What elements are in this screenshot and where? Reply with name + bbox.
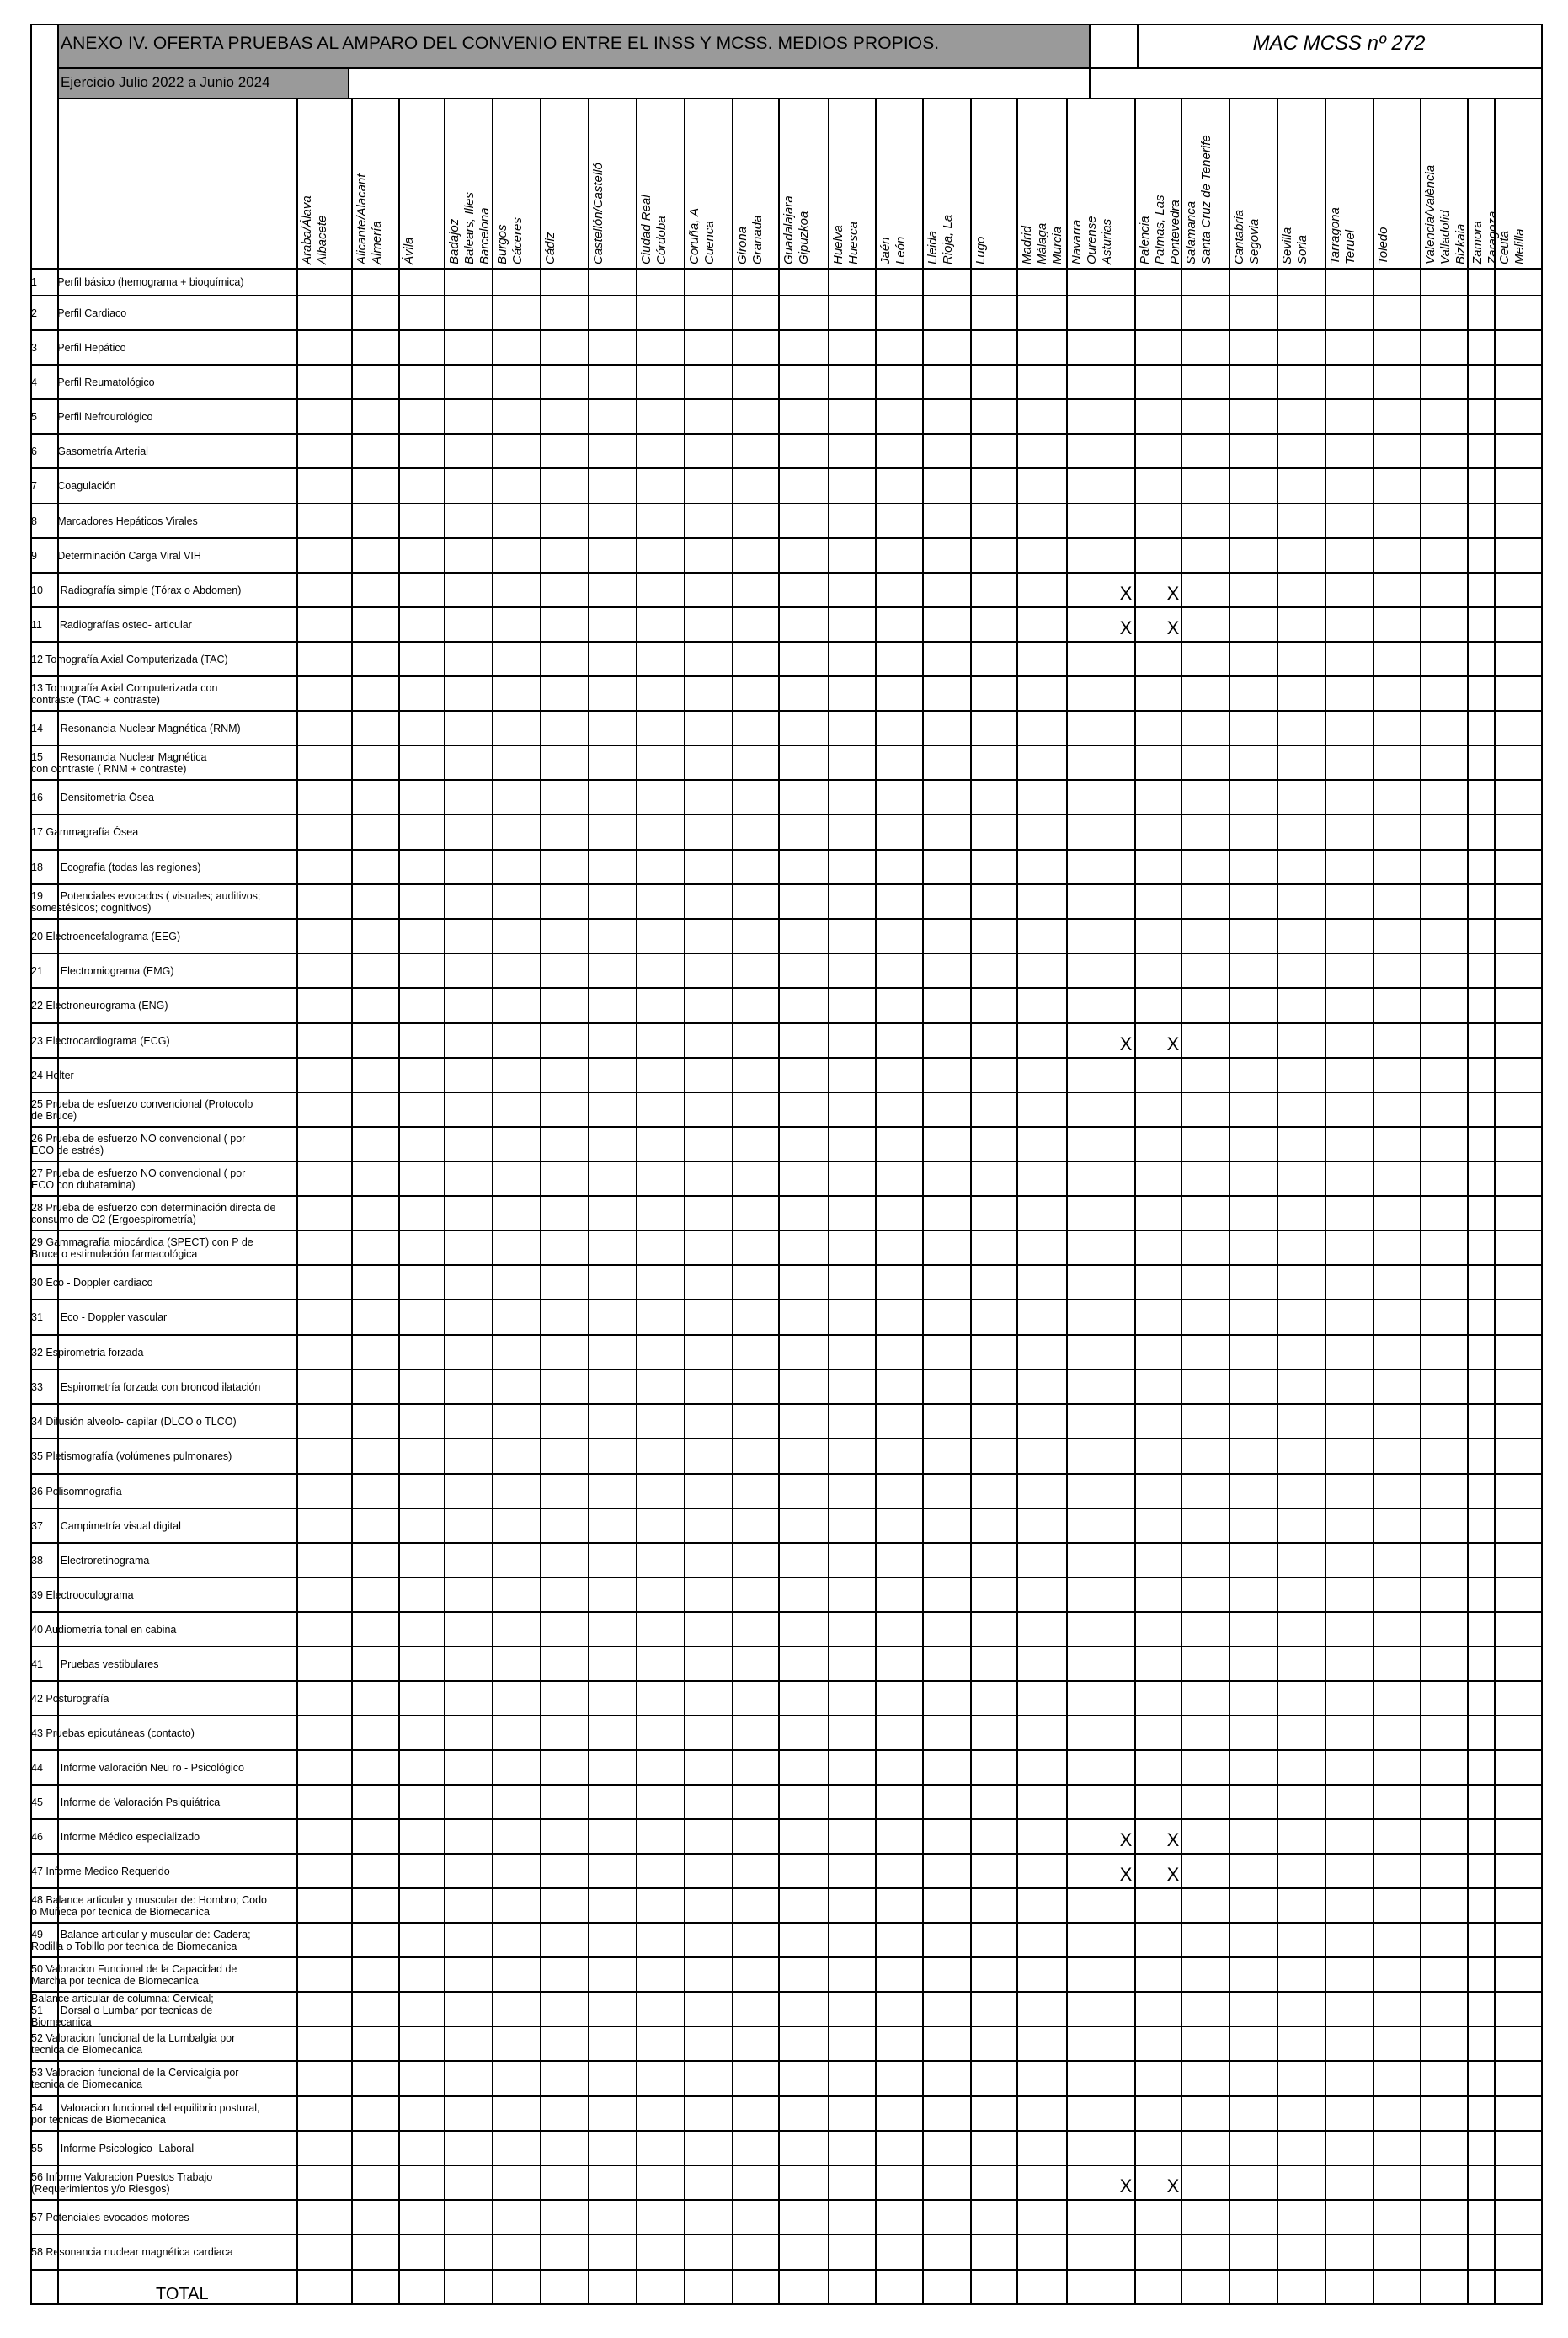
grid-line	[1420, 98, 1421, 2303]
test-row-label: 28 Prueba de esfuerzo con determinación directa de consumo de O2 (Ergoespirometría)	[31, 1201, 276, 1225]
province-header: Cuenca	[702, 221, 717, 264]
grid-line	[30, 1195, 1543, 1197]
grid-line	[732, 98, 733, 2303]
grid-line	[296, 98, 298, 2303]
grid-line	[30, 1473, 1543, 1475]
grid-line	[30, 814, 1543, 815]
offer-mark: X	[1119, 1033, 1133, 1054]
province-header: Granada	[750, 215, 765, 264]
test-row-label: 48 Balance articular y muscular de: Hombro; Codo o Muñeca por tecnica de Biomecanica	[31, 1893, 267, 1918]
grid-line	[492, 98, 493, 2303]
grid-line	[57, 67, 1541, 69]
grid-line	[875, 98, 877, 2303]
province-header: Cádiz	[543, 232, 557, 264]
document-title: ANEXO IV. OFERTA PRUEBAS AL AMPARO DEL CONVENIO ENTRE EL INSS Y MCSS. MEDIOS PROPIOS.	[61, 34, 940, 53]
grid-line	[30, 641, 1543, 643]
grid-line	[30, 2199, 1543, 2201]
grid-line	[30, 503, 1543, 504]
test-row-label: 4 Perfil Reumatológico	[31, 376, 155, 388]
grid-line	[30, 2234, 1543, 2235]
grid-line	[636, 98, 637, 2303]
grid-line	[30, 1230, 1543, 1231]
grid-line	[684, 98, 685, 2303]
test-row-label: 39 Electrooculograma	[31, 1588, 134, 1601]
test-row-label: 10 Radiografía simple (Tórax o Abdomen)	[31, 584, 242, 596]
test-row-label: 53 Valoracion funcional de la Cervicalgia por tecnica de Biomecanica	[31, 2067, 239, 2090]
grid-line	[30, 268, 1543, 270]
offer-mark: X	[1166, 1033, 1180, 1054]
test-row-label: 25 Prueba de esfuerzo convencional (Protocolo de Bruce)	[31, 1097, 253, 1122]
test-row-label: 32 Espirometría forzada	[31, 1346, 144, 1358]
grid-line	[30, 433, 1543, 435]
province-header: Ciudad Real	[639, 195, 653, 264]
province-header: Cáceres	[510, 217, 525, 264]
test-row-label: 8 Marcadores Hepáticos Virales	[31, 515, 198, 527]
grid-line	[30, 953, 1543, 954]
test-row-label: 45 Informe de Valoración Psiquiátrica	[31, 1796, 221, 1808]
test-row-label: 29 Gammagrafía miocárdica (SPECT) con P de Bruce o estimulación farmacológica	[31, 1236, 253, 1260]
province-header: Palencia	[1138, 216, 1152, 264]
test-row-label: 42 Posturografía	[31, 1692, 109, 1705]
grid-line	[30, 2095, 1543, 2097]
grid-line	[922, 98, 924, 2303]
province-header: Huesca	[846, 222, 861, 264]
grid-line	[30, 398, 1543, 400]
province-header: Valencia/València	[1423, 164, 1437, 264]
test-row-label: 18 Ecografía (todas las regiones)	[31, 861, 201, 873]
grid-line	[30, 918, 1543, 920]
offer-mark: X	[1119, 583, 1133, 604]
grid-line	[1229, 98, 1230, 2303]
grid-line	[30, 849, 1543, 851]
province-header: Córdoba	[654, 216, 669, 264]
grid-line	[1467, 98, 1469, 2303]
province-header: Almería	[370, 221, 384, 264]
grid-line	[30, 779, 1543, 781]
test-row-label: 36 Polisomnografía	[31, 1485, 122, 1497]
test-row-label: 41 Pruebas vestibulares	[31, 1657, 159, 1670]
grid-line	[30, 1646, 1543, 1647]
grid-line	[30, 1749, 1543, 1751]
grid-line	[30, 1542, 1543, 1544]
offer-mark: X	[1166, 617, 1180, 638]
province-header: Burgos	[495, 224, 509, 264]
test-row-label: 43 Pruebas epicutáneas (contacto)	[31, 1727, 195, 1739]
grid-line	[30, 2303, 1543, 2305]
test-row-label: 14 Resonancia Nuclear Magnética (RNM)	[31, 722, 241, 734]
grid-line	[30, 1334, 1543, 1336]
province-header: León	[893, 236, 908, 264]
grid-line	[1089, 24, 1091, 69]
test-row-label: Balance articular de columna: Cervical; 51 Dorsal o Lumbar por tecnicas de Biomecanica	[31, 1993, 214, 2028]
offer-mark: X	[1166, 1864, 1180, 1885]
grid-line	[30, 467, 1543, 469]
province-header: Huelva	[831, 225, 845, 264]
province-header: Teruel	[1343, 229, 1357, 264]
grid-line	[57, 24, 59, 2303]
province-header: Soria	[1295, 234, 1309, 264]
province-header: Salamanca	[1184, 200, 1198, 264]
province-header: Lleida	[925, 230, 940, 264]
province-header: Melilla	[1512, 228, 1527, 264]
test-row-label: 52 Valoracion funcional de la Lumbalgia por tecnica de Biomecanica	[31, 2031, 236, 2056]
grid-line	[1016, 98, 1018, 2303]
grid-line	[30, 745, 1543, 746]
province-header: Pontevedra	[1168, 200, 1182, 264]
test-row-label: 35 Pletismografía (volúmenes pulmonares)	[31, 1450, 232, 1462]
test-row-label: 20 Electroencefalograma (EEG)	[31, 930, 181, 942]
test-row-label: 6 Gasometría Arterial	[31, 445, 148, 457]
test-row-label: 16 Densitometría Ósea	[31, 791, 154, 803]
test-row-label: 13 Tomografía Axial Computerizada con contraste (TAC + contraste)	[31, 681, 218, 706]
province-header: Bizkaia	[1453, 223, 1468, 264]
test-row-label: 46 Informe Médico especializado	[31, 1830, 200, 1843]
grid-line	[1089, 69, 1091, 98]
grid-line	[30, 1161, 1543, 1162]
test-row-label: 2 Perfil Cardiaco	[31, 307, 127, 319]
grid-line	[30, 364, 1543, 366]
province-header: Valladolid	[1438, 210, 1453, 264]
total-label: TOTAL	[156, 2285, 209, 2303]
grid-line	[444, 98, 445, 2303]
test-row-label: 40 Audiometría tonal en cabina	[31, 1623, 177, 1636]
province-header: Jaén	[878, 237, 893, 264]
offer-mark: X	[1166, 2175, 1180, 2197]
grid-line	[778, 98, 780, 2303]
offer-mark: X	[1119, 1864, 1133, 1885]
grid-line	[351, 98, 353, 2303]
period-label: Ejercicio Julio 2022 a Junio 2024	[61, 74, 270, 90]
offer-mark: X	[1166, 1829, 1180, 1850]
grid-line	[30, 1299, 1543, 1300]
grid-line	[1373, 98, 1374, 2303]
province-header: Barcelona	[477, 207, 492, 264]
grid-line	[30, 883, 1543, 885]
grid-line	[30, 1403, 1543, 1405]
province-header: Guadalajara	[781, 195, 796, 264]
test-row-label: 26 Prueba de esfuerzo NO convencional ( por ECO de estrés)	[31, 1132, 246, 1156]
grid-line	[30, 1887, 1543, 1889]
test-row-label: 3 Perfil Hepático	[31, 341, 126, 354]
province-header: Santa Cruz de Tenerife	[1199, 135, 1213, 264]
grid-line	[348, 69, 349, 98]
grid-line	[1181, 98, 1182, 2303]
province-header: Murcia	[1050, 226, 1064, 264]
grid-line	[1137, 24, 1139, 69]
grid-line	[30, 1956, 1543, 1958]
test-row-label: 44 Informe valoración Neu ro - Psicológico	[31, 1761, 244, 1774]
grid-line	[30, 710, 1543, 712]
grid-line	[30, 1853, 1543, 1855]
test-row-label: 12 Tomografía Axial Computerizada (TAC)	[31, 653, 228, 665]
test-row-label: 24 Holter	[31, 1069, 74, 1081]
province-header: Alicante/Alacant	[355, 173, 369, 264]
province-header: Lugo	[973, 236, 988, 264]
province-header: Segovia	[1247, 218, 1261, 264]
grid-line	[30, 2269, 1543, 2271]
test-row-label: 47 Informe Medico Requerido	[31, 1865, 170, 1877]
grid-line	[57, 98, 1541, 99]
grid-line	[1277, 98, 1278, 2303]
test-row-label: 19 Potenciales evocados ( visuales; auditivos; somestésicos; cognitivos)	[31, 889, 261, 914]
grid-line	[30, 1577, 1543, 1578]
province-header: Navarra	[1069, 219, 1084, 264]
test-row-label: 30 Eco - Doppler cardiaco	[31, 1276, 153, 1289]
test-row-label: 23 Electrocardiograma (ECG)	[31, 1034, 170, 1047]
test-row-label: 33 Espirometría forzada con broncod ilatación	[31, 1380, 261, 1393]
grid-line	[30, 1057, 1543, 1059]
grid-line	[30, 1611, 1543, 1613]
test-row-label: 21 Electromiograma (EMG)	[31, 964, 174, 977]
province-header: Ávila	[402, 237, 416, 264]
test-row-label: 57 Potenciales evocados motores	[31, 2211, 189, 2223]
province-header: Coruña, A	[687, 208, 701, 264]
province-header: Ceuta	[1497, 230, 1512, 264]
province-header: Málaga	[1035, 222, 1049, 264]
grid-line	[30, 1680, 1543, 1682]
grid-line	[30, 572, 1543, 574]
grid-line	[1134, 98, 1136, 2303]
grid-line	[30, 1922, 1543, 1924]
province-header: Cantabria	[1232, 209, 1246, 264]
grid-line	[30, 1369, 1543, 1370]
grid-line	[1494, 98, 1496, 2303]
grid-line	[30, 2165, 1543, 2166]
grid-line	[828, 98, 829, 2303]
offer-mark: X	[1119, 617, 1133, 638]
grid-line	[1066, 98, 1068, 2303]
province-header: Girona	[735, 226, 749, 264]
grid-line	[970, 98, 972, 2303]
province-header: Asturias	[1100, 218, 1114, 264]
grid-line	[398, 98, 400, 2303]
grid-line	[1541, 98, 1543, 2303]
province-header: Zaragoza	[1485, 211, 1500, 264]
grid-line	[30, 1126, 1543, 1128]
test-row-label: 54 Valoracion funcional del equilibrio postural, por tecnicas de Biomecanica	[31, 2101, 260, 2126]
grid-line	[30, 329, 1543, 331]
province-header: Araba/Álava	[300, 195, 314, 264]
province-header: Gipuzkoa	[797, 211, 811, 264]
province-header: Rioja, La	[941, 214, 955, 264]
offer-mark: X	[1119, 2175, 1133, 2197]
test-row-label: 9 Determinación Carga Viral VIH	[31, 549, 201, 562]
grid-line	[30, 537, 1543, 539]
test-row-label: 11 Radiografías osteo- articular	[31, 618, 192, 631]
province-header: Albacete	[315, 215, 329, 264]
grid-line	[30, 2130, 1543, 2132]
test-row-label: 7 Coagulación	[31, 480, 116, 492]
grid-line	[30, 1818, 1543, 1820]
test-row-label: 5 Perfil Nefrourológico	[31, 410, 153, 423]
province-header: Sevilla	[1280, 227, 1294, 264]
grid-line	[30, 1092, 1543, 1093]
test-row-label: 27 Prueba de esfuerzo NO convencional ( por ECO con dubatamina)	[31, 1166, 246, 1191]
grid-line	[30, 987, 1543, 989]
grid-line	[30, 1715, 1543, 1716]
test-row-label: 50 Valoracion Funcional de la Capacidad de Marcha por tecnica de Biomecanica	[31, 1962, 237, 1987]
grid-line	[30, 1438, 1543, 1439]
grid-line	[588, 98, 589, 2303]
test-row-label: 22 Electroneurograma (ENG)	[31, 1000, 168, 1012]
offer-mark: X	[1166, 583, 1180, 604]
province-header: Badajoz	[447, 218, 461, 264]
province-header: Palmas, Las	[1153, 195, 1167, 264]
grid-line	[30, 1022, 1543, 1024]
grid-line	[30, 1508, 1543, 1509]
grid-line	[30, 24, 32, 2303]
test-row-label: 49 Balance articular y muscular de: Cadera; Rodilla o Tobillo por tecnica de Biomecanica	[31, 1928, 251, 1952]
province-header: Zamora	[1470, 221, 1485, 264]
province-header: Madrid	[1020, 226, 1034, 264]
test-row-label: 34 Difusión alveolo- capilar (DLCO o TLCO)	[31, 1415, 237, 1428]
province-header: Ourense	[1085, 216, 1099, 264]
province-header: Castellón/Castelló	[591, 163, 605, 264]
test-row-label: 58 Resonancia nuclear magnética cardiaca	[31, 2246, 233, 2258]
mac-reference: MAC MCSS nº 272	[1252, 32, 1426, 55]
grid-line	[1325, 98, 1326, 2303]
grid-line	[30, 1784, 1543, 1786]
grid-line	[30, 675, 1543, 677]
test-row-label: 1 Perfil básico (hemograma + bioquímica)	[31, 276, 244, 288]
province-header: Toledo	[1376, 227, 1390, 264]
grid-line	[30, 24, 1543, 25]
grid-line	[30, 1264, 1543, 1266]
offer-mark: X	[1119, 1829, 1133, 1850]
test-row-label: 31 Eco - Doppler vascular	[31, 1311, 168, 1323]
test-row-label: 37 Campimetría visual digital	[31, 1519, 181, 1532]
test-row-label: 15 Resonancia Nuclear Magnética con contraste ( RNM + contraste)	[31, 750, 207, 775]
grid-line	[30, 606, 1543, 608]
province-header: Balears, Illes	[462, 192, 477, 264]
test-row-label: 56 Informe Valoracion Puestos Trabajo (Requerimientos y/o Riesgos)	[31, 2170, 213, 2195]
grid-line	[30, 295, 1543, 296]
test-row-label: 38 Electroretinograma	[31, 1554, 150, 1567]
test-row-label: 55 Informe Psicologico- Laboral	[31, 2142, 195, 2154]
test-row-label: 17 Gammagrafía Ósea	[31, 826, 139, 838]
province-header: Tarragona	[1328, 207, 1342, 264]
grid-line	[30, 2060, 1543, 2062]
grid-line	[540, 98, 541, 2303]
